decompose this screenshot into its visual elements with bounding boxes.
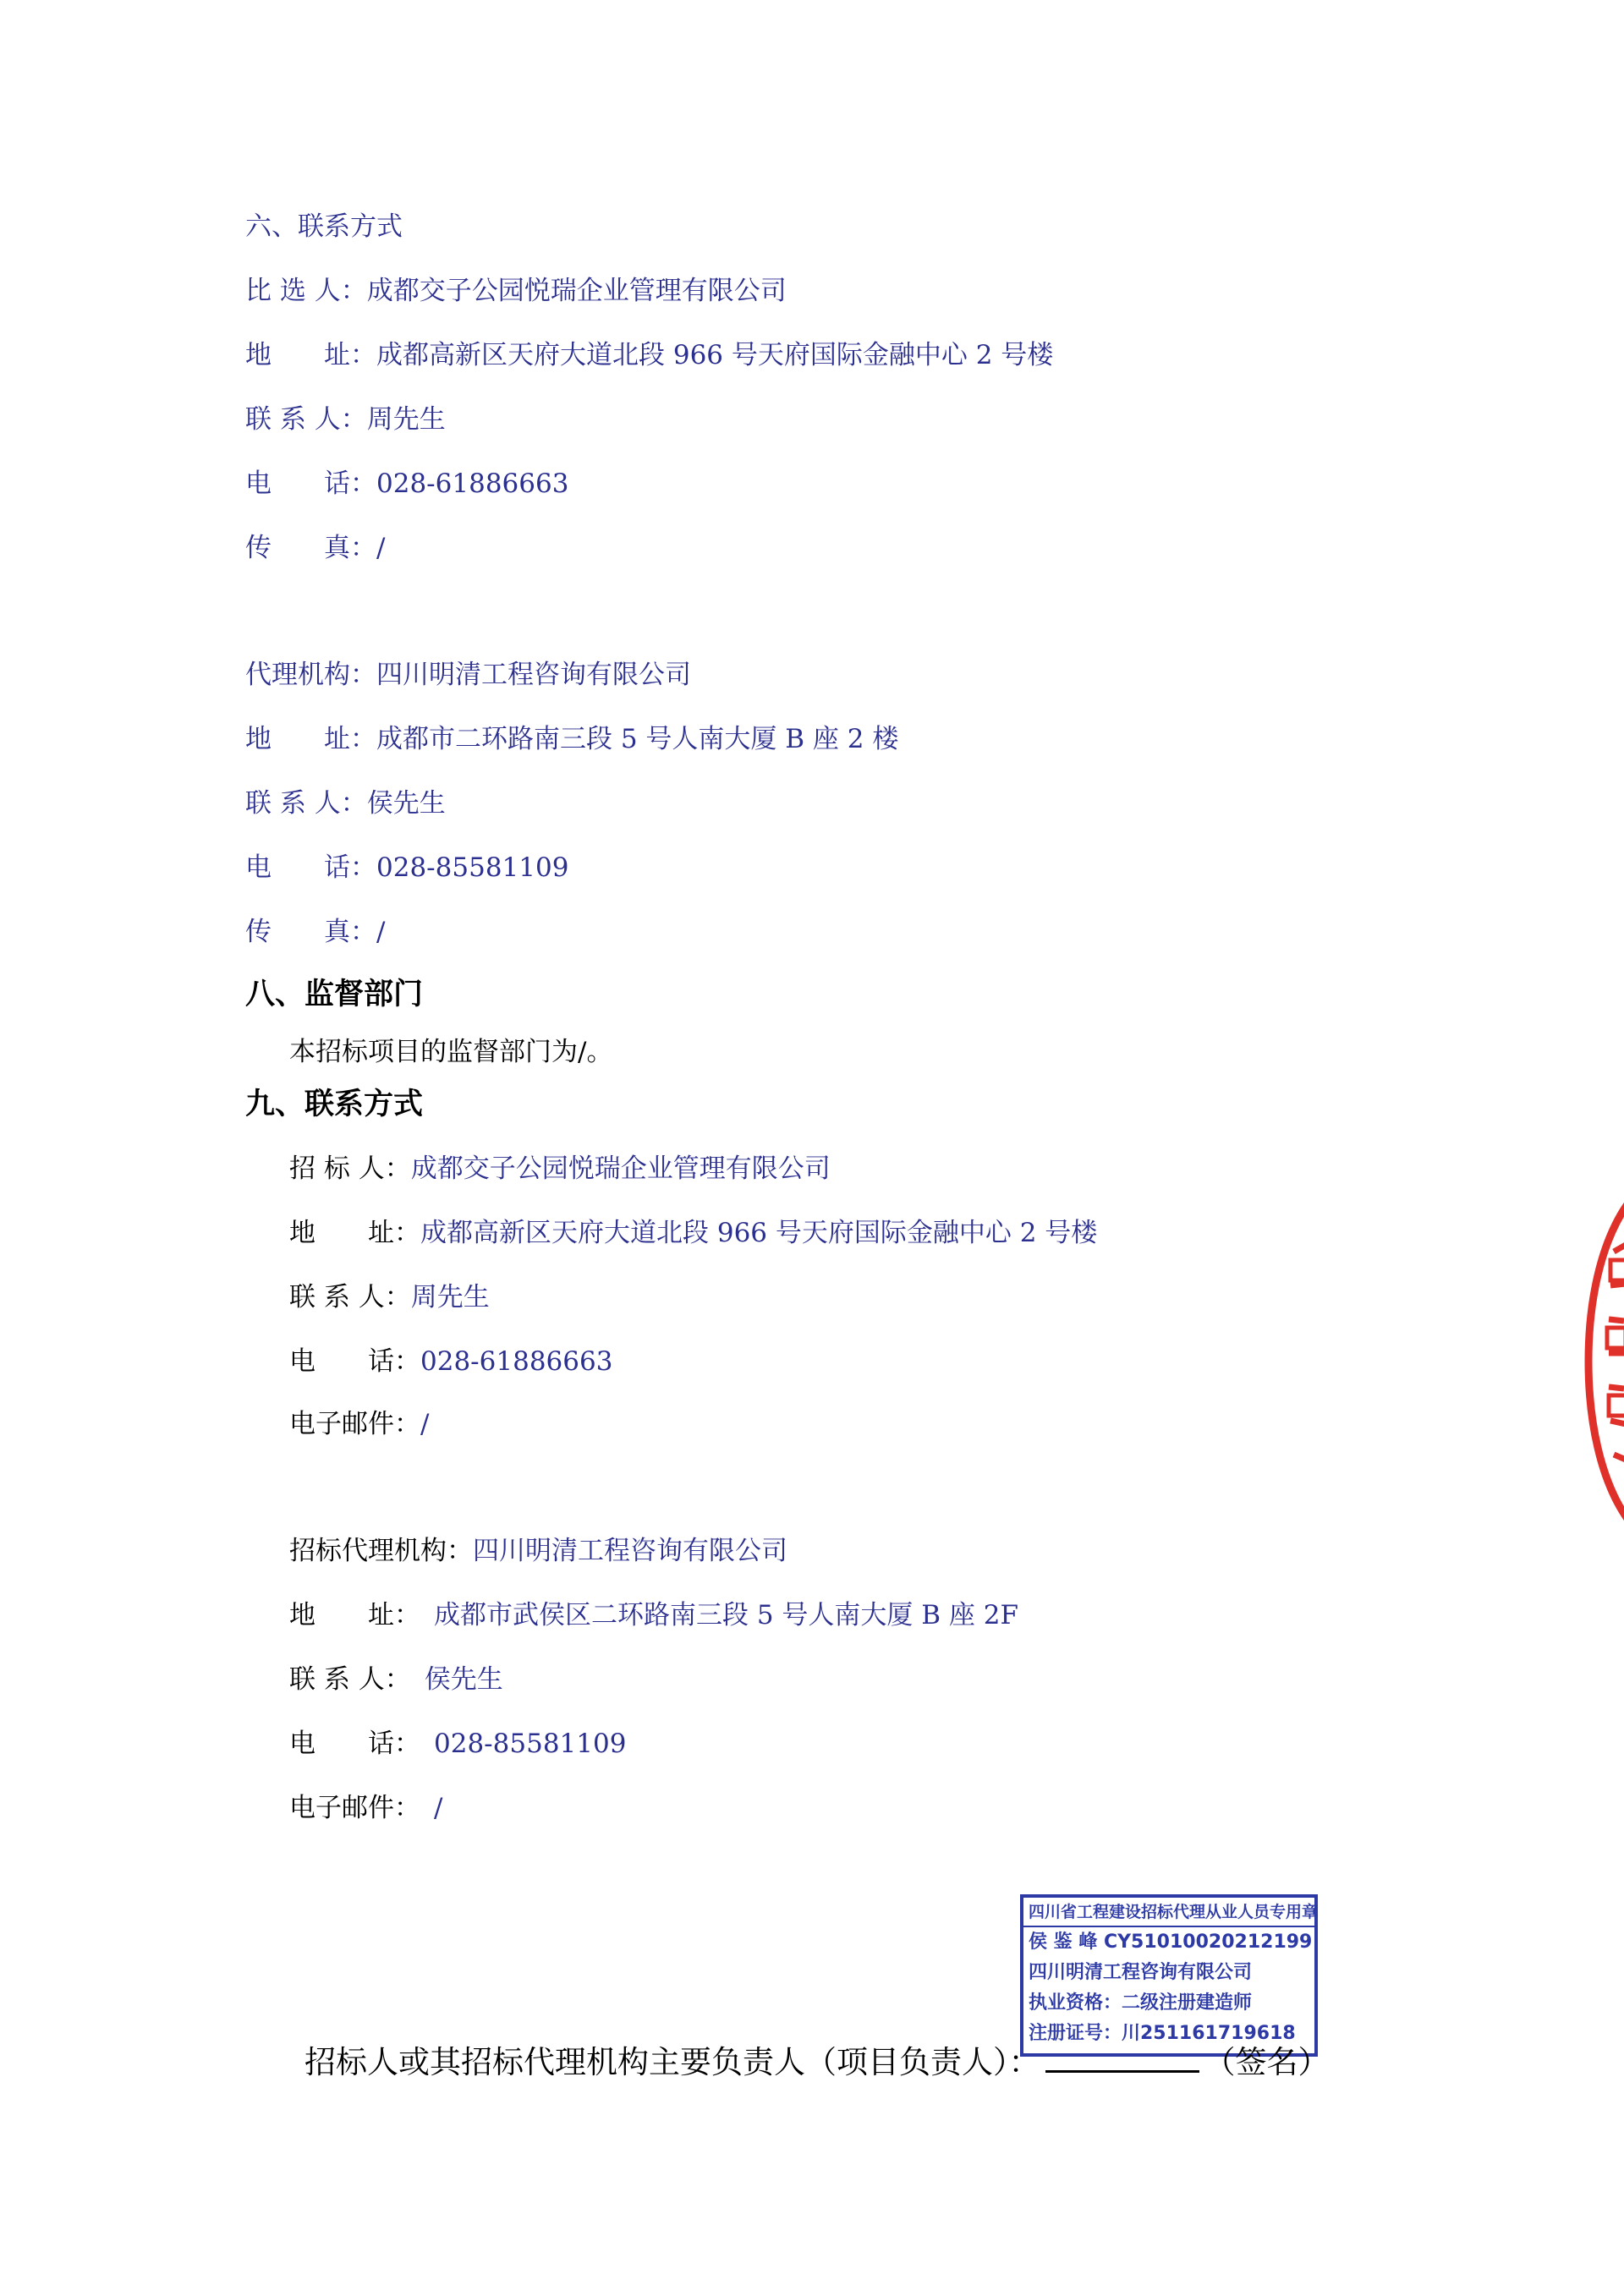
s9-agency-phone: 电 话： 028-85581109 (289, 1729, 627, 1759)
s6-agency-address: 地 址：成都市二环路南三段 5 号人南大厦 B 座 2 楼 (245, 724, 899, 754)
s9-agency-email: 电子邮件： / (289, 1793, 443, 1823)
signature-blank (1045, 2041, 1199, 2073)
s9-tenderer-email: 电子邮件：/ (289, 1409, 430, 1439)
section8-heading: 八、监督部门 (245, 978, 424, 1011)
s9-agency-contact: 联 系 人： 侯先生 (289, 1664, 503, 1695)
s9-tenderer-name: 招 标 人：成都交子公园悦瑞企业管理有限公司 (289, 1153, 831, 1184)
s6-agency-contact: 联 系 人：侯先生 (245, 788, 446, 819)
signature-suffix: （签名） (1204, 2044, 1330, 2080)
s6-tenderer-name: 比 选 人：成都交子公园悦瑞企业管理有限公司 (245, 276, 787, 306)
s6-tenderer-address: 地 址：成都高新区天府大道北段 966 号天府国际金融中心 2 号楼 (245, 340, 1054, 370)
s6-tenderer-fax: 传 真：/ (245, 533, 386, 563)
s6-agency-phone: 电 话：028-85581109 (245, 852, 569, 883)
s6-agency-name: 代理机构：四川明清工程咨询有限公司 (245, 660, 691, 690)
s6-tenderer-phone: 电 话：028-61886663 (245, 469, 569, 499)
s9-tenderer-phone: 电 话：028-61886663 (289, 1346, 613, 1377)
s6-agency-fax: 传 真：/ (245, 917, 386, 947)
signature-line (304, 2041, 1330, 2082)
s9-tenderer-address: 地 址：成都高新区天府大道北段 966 号天府国际金融中心 2 号楼 (289, 1218, 1098, 1248)
s9-agency-name: 招标代理机构：四川明清工程咨询有限公司 (289, 1536, 787, 1566)
s6-tenderer-contact: 联 系 人：周先生 (245, 404, 446, 435)
section8-text: 本招标项目的监督部门为/。 (289, 1037, 613, 1067)
s9-tenderer-contact: 联 系 人：周先生 (289, 1282, 490, 1312)
company-seal-icon (1561, 1192, 1624, 1531)
section9-heading: 九、联系方式 (245, 1088, 424, 1121)
signature-label: 招标人或其招标代理机构主要负责人（项目负责人）： (304, 2044, 1040, 2080)
s9-agency-address: 地 址： 成都市武侯区二环路南三段 5 号人南大厦 B 座 2F (289, 1600, 1019, 1630)
practitioner-stamp: 四川省工程建设招标代理从业人员专用章 侯 鉴 峰 CY51010020212199 四川明清工程咨询有限公司 执业资格：二级注册建造师 注册证号：川251161719618 (1020, 1894, 1318, 2057)
section6-heading: 六、联系方式 (245, 211, 403, 242)
